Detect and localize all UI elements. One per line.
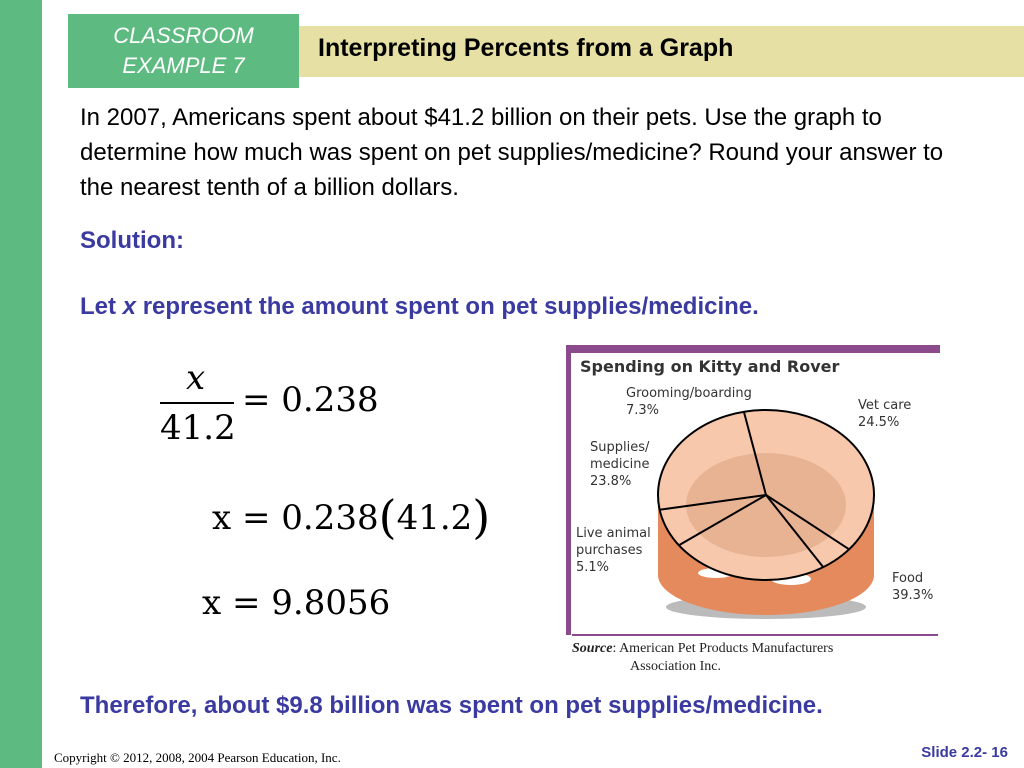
- equation-2: [212, 486, 491, 544]
- conclusion-text: Therefore, about $9.8 billion was spent on pet supplies/medicine.: [80, 692, 823, 719]
- label-vet-care-name: Vet care: [858, 398, 912, 413]
- example-line-2: EXAMPLE 7: [122, 53, 245, 78]
- left-accent-bar: [0, 0, 42, 768]
- label-supplies: [590, 439, 650, 490]
- equation-2-inner: 41.2: [396, 498, 473, 538]
- label-food-value: 39.3%: [892, 588, 934, 603]
- source-line-1: : American Pet Products Manufacturers: [612, 641, 834, 656]
- problem-text: In 2007, Americans spent about $41.2 billion on their pets. Use the graph to determine how much was spent on pet supplies/medicine? Round your answer to the nearest tenth of a billion dollars.: [80, 104, 944, 201]
- label-grooming: [626, 385, 752, 419]
- label-vet-care: [858, 397, 911, 431]
- open-paren: (: [378, 490, 397, 544]
- label-vet-care-value: 24.5%: [858, 415, 900, 430]
- chart-title: Spending on Kitty and Rover: [580, 357, 840, 376]
- fraction-numerator: x: [186, 358, 206, 398]
- equation-2-lhs: x = 0.238: [212, 498, 379, 538]
- label-live-animal: [576, 525, 651, 576]
- label-supplies-name2: medicine: [590, 457, 650, 472]
- label-live-animal-name2: purchases: [576, 543, 643, 558]
- chart-left-bar: [566, 345, 571, 635]
- slide-title: Interpreting Percents from a Graph: [318, 34, 734, 62]
- copyright: Copyright © 2012, 2008, 2004 Pearson Education, Inc.: [54, 750, 341, 765]
- label-live-animal-value: 5.1%: [576, 560, 610, 575]
- let-statement: [80, 293, 759, 321]
- pet-spending-chart: [566, 345, 942, 675]
- bowl-inner: [686, 453, 846, 557]
- fraction-bar: [160, 402, 234, 404]
- label-food-name: Food: [892, 571, 924, 586]
- equation-1: [158, 358, 378, 458]
- label-food: [892, 570, 933, 604]
- close-paren: ): [472, 490, 491, 544]
- let-prefix: Let: [80, 293, 116, 320]
- let-variable: x: [122, 293, 137, 320]
- example-line-1: CLASSROOM: [113, 23, 254, 48]
- equation-3: x = 9.8056: [202, 583, 391, 623]
- classroom-example-badge: [68, 14, 299, 88]
- chart-title-bar: [566, 345, 940, 353]
- label-supplies-value: 23.8%: [590, 474, 632, 489]
- label-grooming-name: Grooming/boarding: [626, 386, 752, 401]
- source-line-2: Association Inc.: [630, 659, 721, 674]
- slide-number: Slide 2.2- 16: [921, 744, 1008, 761]
- label-supplies-name: Supplies/: [590, 440, 650, 455]
- solution-label: Solution:: [80, 227, 184, 254]
- let-rest: represent the amount spent on pet supplies/medicine.: [142, 293, 759, 320]
- label-live-animal-name: Live animal: [576, 526, 651, 541]
- chart-graphic: [566, 345, 942, 675]
- source-key: Source: [572, 641, 613, 656]
- fraction-denominator: 41.2: [160, 408, 236, 448]
- equation-1-rhs: = 0.238: [242, 380, 379, 420]
- label-grooming-value: 7.3%: [626, 403, 660, 418]
- chart-source: [572, 640, 833, 676]
